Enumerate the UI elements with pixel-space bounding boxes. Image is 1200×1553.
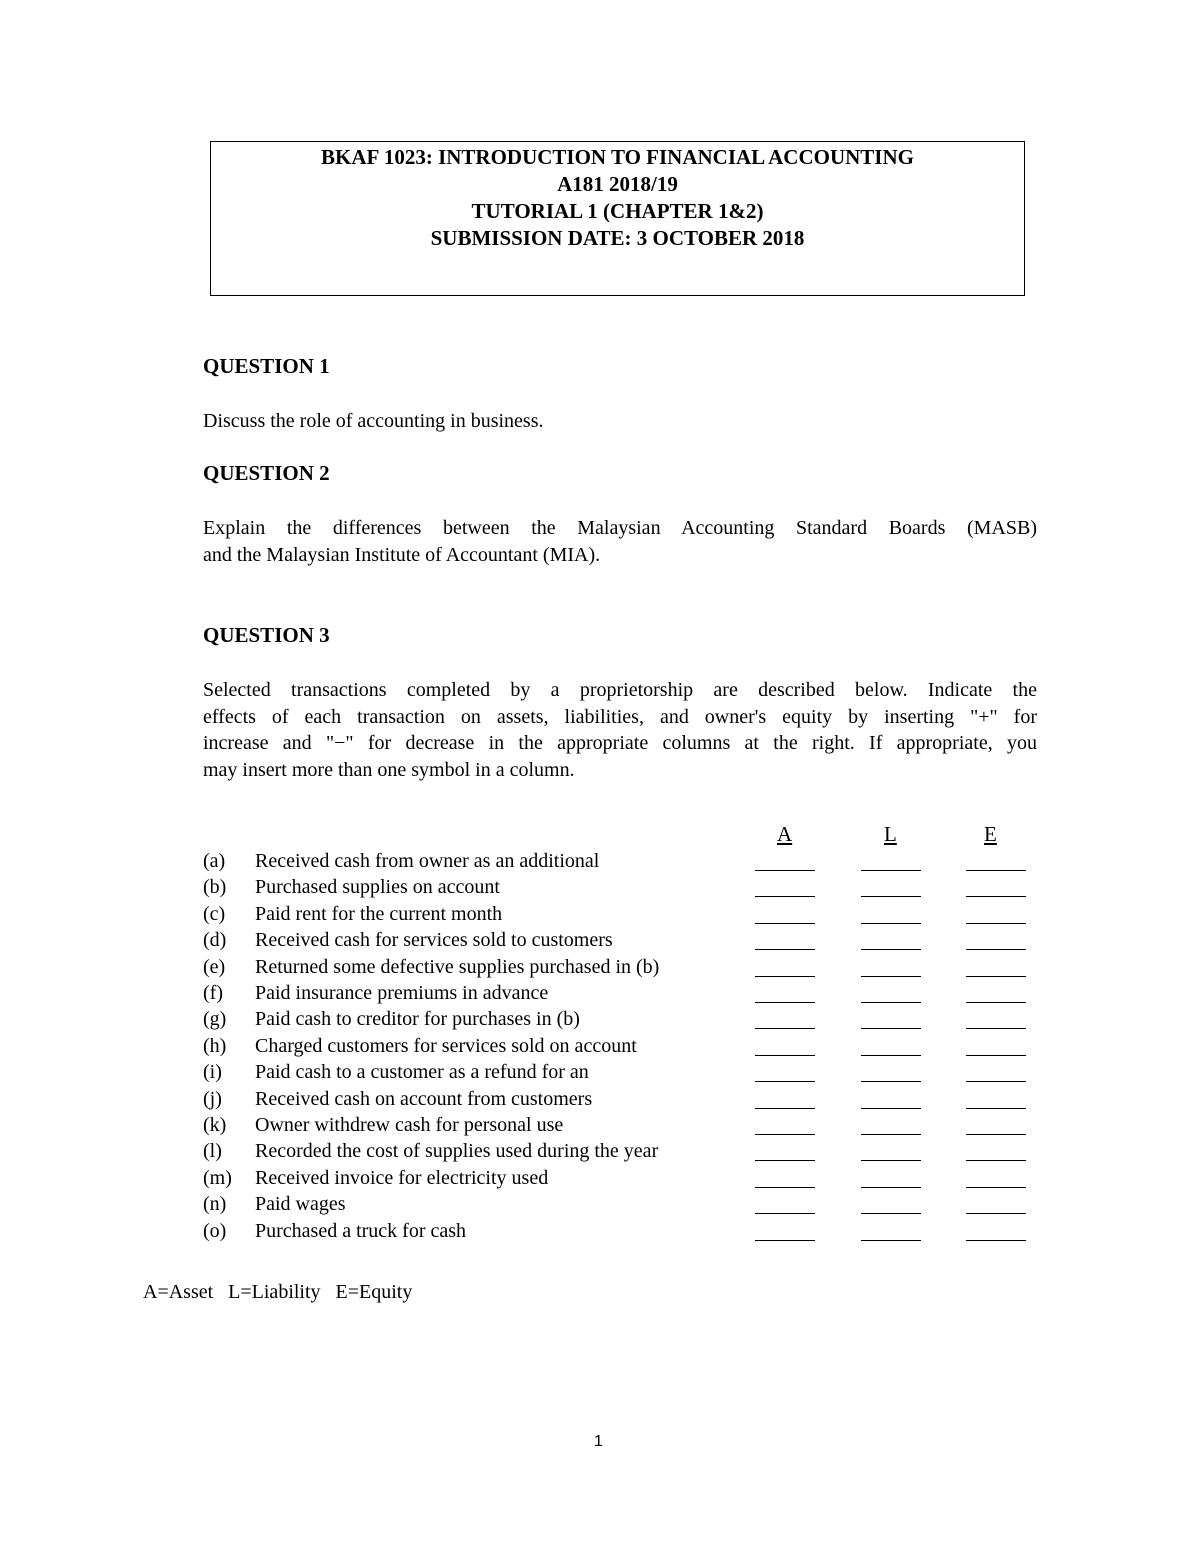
semester: A181 2018/19 bbox=[557, 172, 678, 196]
column-header-equity: E bbox=[984, 822, 997, 846]
transaction-description: Purchased a truck for cash bbox=[255, 1219, 467, 1242]
answer-blank-liability[interactable] bbox=[861, 1028, 921, 1029]
question-1-text: Discuss the role of accounting in business. bbox=[203, 410, 544, 432]
transaction-label: (g) bbox=[203, 1008, 227, 1031]
answer-blank-liability[interactable] bbox=[861, 870, 921, 871]
answer-blank-asset[interactable] bbox=[755, 1187, 815, 1188]
transaction-description: Received invoice for electricity used bbox=[255, 1166, 549, 1189]
answer-blank-liability[interactable] bbox=[861, 1108, 921, 1109]
transaction-label: (l) bbox=[203, 1140, 222, 1163]
transaction-description: Received cash for services sold to customers bbox=[255, 929, 613, 952]
course-title: BKAF 1023: INTRODUCTION TO FINANCIAL ACCOUNTING bbox=[321, 145, 914, 169]
answer-blank-liability[interactable] bbox=[861, 949, 921, 950]
transaction-description: Recorded the cost of supplies used during the year bbox=[255, 1140, 659, 1163]
transaction-description: Owner withdrew cash for personal use bbox=[255, 1114, 564, 1136]
transaction-description: Paid insurance premiums in advance bbox=[255, 982, 549, 1004]
transaction-description: Paid cash to a customer as a refund for an bbox=[255, 1061, 589, 1084]
transaction-description: Charged customers for services sold on account bbox=[255, 1034, 637, 1057]
answer-blank-asset[interactable] bbox=[755, 923, 815, 924]
answer-blank-asset[interactable] bbox=[755, 1240, 815, 1241]
column-legend: A=Asset L=Liability E=Equity bbox=[143, 1281, 413, 1303]
answer-blank-liability[interactable] bbox=[861, 1213, 921, 1214]
answer-blank-equity[interactable] bbox=[966, 1081, 1026, 1082]
answer-blank-equity[interactable] bbox=[966, 1187, 1026, 1188]
answer-blank-liability[interactable] bbox=[861, 1081, 921, 1082]
answer-blank-liability[interactable] bbox=[861, 1240, 921, 1241]
transaction-row bbox=[203, 1191, 1033, 1218]
answer-blank-equity[interactable] bbox=[966, 1240, 1026, 1241]
answer-blank-liability[interactable] bbox=[861, 1187, 921, 1188]
answer-blank-equity[interactable] bbox=[966, 949, 1026, 950]
transaction-row bbox=[203, 1218, 1033, 1245]
answer-blank-asset[interactable] bbox=[755, 1213, 815, 1214]
question-3-text bbox=[203, 677, 1037, 783]
answer-blank-liability[interactable] bbox=[861, 1002, 921, 1003]
transaction-row bbox=[203, 954, 1033, 981]
answer-blank-equity[interactable] bbox=[966, 1213, 1026, 1214]
transaction-label: (h) bbox=[203, 1034, 227, 1057]
answer-blank-liability[interactable] bbox=[861, 1134, 921, 1135]
answer-blank-asset[interactable] bbox=[755, 870, 815, 871]
column-header-asset: A bbox=[777, 822, 793, 846]
submission-date: SUBMISSION DATE: 3 OCTOBER 2018 bbox=[430, 226, 805, 250]
transaction-row bbox=[203, 1033, 1033, 1060]
answer-blank-liability[interactable] bbox=[861, 923, 921, 924]
question-2-text bbox=[203, 515, 1037, 568]
answer-blank-asset[interactable] bbox=[755, 976, 815, 977]
question-1-heading: QUESTION 1 bbox=[203, 354, 330, 378]
question-3-line: effects of each transaction on assets, liabilities, and owner's equity by inserting "+" for bbox=[203, 705, 1037, 728]
title-box bbox=[210, 141, 1025, 296]
answer-blank-asset[interactable] bbox=[755, 1055, 815, 1056]
answer-blank-asset[interactable] bbox=[755, 1160, 815, 1161]
question-2-line: and the Malaysian Institute of Accountant (MIA). bbox=[203, 543, 601, 566]
transaction-description: Paid rent for the current month bbox=[255, 902, 503, 925]
transaction-description: Paid wages bbox=[255, 1193, 346, 1216]
transaction-row bbox=[203, 1138, 1033, 1165]
transaction-row bbox=[203, 1165, 1033, 1192]
answer-blank-equity[interactable] bbox=[966, 923, 1026, 924]
transaction-row bbox=[203, 1112, 1033, 1139]
question-3-heading: QUESTION 3 bbox=[203, 623, 330, 647]
page-number: 1 bbox=[594, 1433, 603, 1450]
answer-blank-equity[interactable] bbox=[966, 1002, 1026, 1003]
answer-blank-equity[interactable] bbox=[966, 896, 1026, 897]
transaction-row bbox=[203, 1086, 1033, 1113]
answer-blank-equity[interactable] bbox=[966, 1028, 1026, 1029]
answer-blank-liability[interactable] bbox=[861, 896, 921, 897]
question-2-line: Explain the differences between the Malaysian Accounting Standard Boards (MASB) bbox=[203, 517, 1037, 539]
transaction-row bbox=[203, 901, 1033, 928]
transaction-description: Returned some defective supplies purchased in (b) bbox=[255, 955, 660, 978]
answer-blank-equity[interactable] bbox=[966, 976, 1026, 977]
answer-blank-asset[interactable] bbox=[755, 896, 815, 897]
column-header-liability: L bbox=[884, 822, 897, 846]
transaction-label: (e) bbox=[203, 955, 226, 978]
transaction-label: (a) bbox=[203, 850, 226, 872]
transaction-label: (f) bbox=[203, 982, 223, 1004]
transaction-row bbox=[203, 927, 1033, 954]
transaction-label: (j) bbox=[203, 1087, 222, 1110]
transaction-label: (k) bbox=[203, 1114, 227, 1136]
transaction-label: (i) bbox=[203, 1061, 222, 1084]
transaction-label: (b) bbox=[203, 876, 227, 899]
answer-blank-equity[interactable] bbox=[966, 1160, 1026, 1161]
answer-blank-liability[interactable] bbox=[861, 1055, 921, 1056]
transaction-label: (c) bbox=[203, 902, 226, 925]
answer-blank-equity[interactable] bbox=[966, 1108, 1026, 1109]
question-3-line: increase and "−" for decrease in the appropriate columns at the right. If appropriate, you bbox=[203, 732, 1037, 754]
transaction-description: Paid cash to creditor for purchases in (b) bbox=[255, 1008, 580, 1031]
answer-blank-asset[interactable] bbox=[755, 949, 815, 950]
question-3-line: may insert more than one symbol in a column. bbox=[203, 758, 575, 781]
answer-blank-asset[interactable] bbox=[755, 1002, 815, 1003]
transaction-row bbox=[203, 1006, 1033, 1033]
answer-blank-liability[interactable] bbox=[861, 976, 921, 977]
question-3-line: Selected transactions completed by a proprietorship are described below. Indicate the bbox=[203, 679, 1037, 701]
transaction-row bbox=[203, 848, 1033, 875]
transaction-description: Received cash on account from customers bbox=[255, 1087, 593, 1110]
answer-blank-asset[interactable] bbox=[755, 1134, 815, 1135]
answer-blank-equity[interactable] bbox=[966, 870, 1026, 871]
transaction-label: (o) bbox=[203, 1219, 227, 1242]
transaction-label: (d) bbox=[203, 929, 227, 952]
question-2-heading: QUESTION 2 bbox=[203, 461, 330, 485]
tutorial-title: TUTORIAL 1 (CHAPTER 1&2) bbox=[471, 199, 764, 223]
transaction-row bbox=[203, 1059, 1033, 1086]
answer-blank-liability[interactable] bbox=[861, 1160, 921, 1161]
answer-blank-equity[interactable] bbox=[966, 1134, 1026, 1135]
transaction-label: (m) bbox=[203, 1166, 232, 1189]
transaction-row bbox=[203, 874, 1033, 901]
answer-blank-asset[interactable] bbox=[755, 1108, 815, 1109]
answer-blank-asset[interactable] bbox=[755, 1081, 815, 1082]
transaction-description: Purchased supplies on account bbox=[255, 876, 500, 899]
transaction-row bbox=[203, 980, 1033, 1007]
answer-blank-equity[interactable] bbox=[966, 1055, 1026, 1056]
answer-blank-asset[interactable] bbox=[755, 1028, 815, 1029]
transaction-description: Received cash from owner as an additional bbox=[255, 850, 600, 872]
transaction-label: (n) bbox=[203, 1193, 227, 1216]
